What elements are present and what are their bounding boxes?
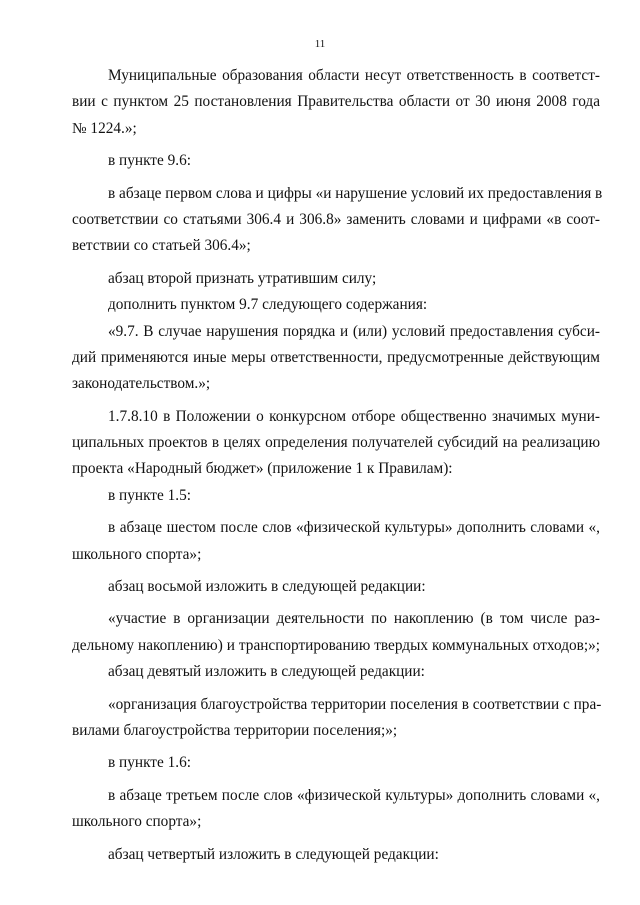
text-line: абзац четвертый изложить в следующей редакции: (108, 845, 439, 863)
text-line: «участие в организации деятельности по накоплению (в том числе раз- (108, 610, 600, 628)
text-line: в абзаце шестом после слов «физической культуры» дополнить словами «, (108, 519, 600, 537)
text-line: ветствии со статьей 306.4»; (72, 237, 251, 255)
text-line: в пункте 1.5: (108, 486, 191, 504)
text-line: в пункте 1.6: (108, 754, 191, 772)
text-line: дельному накоплению) и транспортированию твердых коммунальных отходов;»; (72, 636, 600, 654)
text-line: абзац второй признать утратившим силу; (108, 269, 377, 287)
text-line: «9.7. В случае нарушения порядка и (или) условий предоставления субси- (108, 322, 600, 340)
text-line: школьного спорта»; (72, 545, 202, 563)
text-line: законодательством.»; (72, 375, 211, 393)
text-line: абзац восьмой изложить в следующей редакции: (108, 578, 426, 596)
text-line: школьного спорта»; (72, 813, 202, 831)
text-line: Муниципальные образования области несут ответственность в соответст- (108, 67, 600, 84)
text-line: в абзаце третьем после слов «физической культуры» дополнить словами «, (108, 786, 600, 804)
text-line: 1.7.8.10 в Положении о конкурсном отборе общественно значимых муни- (108, 407, 600, 425)
text-line: ципальных проектов в целях определения получателей субсидий на реализацию (72, 434, 600, 452)
text-line: вии с пунктом 25 постановления Правительства области от 30 июня 2008 года (72, 93, 600, 111)
document-body (72, 63, 603, 868)
text-line: дополнить пунктом 9.7 следующего содержания: (108, 296, 428, 314)
text-line: № 1224.»; (72, 119, 137, 137)
text-line: «организация благоустройства территории поселения в соответствии с пра- (108, 695, 602, 713)
text-line: абзац девятый изложить в следующей редакции: (108, 663, 425, 681)
page-number: 11 (314, 38, 326, 50)
text-line: в пункте 9.6: (108, 152, 191, 170)
text-line: соответствии со статьями 306.4 и 306.8» заменить словами и цифрами «в соот- (72, 210, 600, 228)
text-line: дий применяются иные меры ответственности, предусмотренные действующим (72, 348, 600, 366)
text-line: вилами благоустройства территории поселения;»; (72, 721, 398, 739)
text-line: в абзаце первом слова и цифры «и нарушение условий их предоставления в (108, 184, 603, 202)
text-line: проекта «Народный бюджет» (приложение 1 к Правилам): (72, 460, 453, 478)
